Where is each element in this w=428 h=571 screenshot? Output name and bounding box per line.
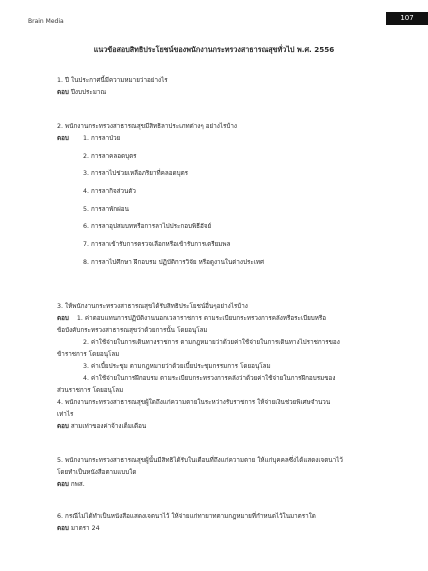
list-item-text: 4. การลากิจส่วนตัว — [83, 188, 136, 196]
document-title: แนวข้อสอบสิทธิประโยชน์ของพนักงานกระทรวงสาธารณสุขทั่วไป พ.ศ. 2556 — [93, 45, 335, 54]
answer-3-item-1-line1: 1. ค่าตอบแทนการปฏิบัติงานนอกเวลาราชการ ตามระเบียบกระทรวงการคลังหรือระเบียบหรือ — [76, 314, 327, 322]
answer-1 — [57, 87, 407, 99]
list-item-text: 5. การลาพักผ่อน — [83, 205, 129, 213]
list-item — [57, 239, 407, 257]
answer-4 — [57, 421, 407, 433]
answer-label: ตอบ — [57, 89, 69, 96]
answer-2-list — [57, 133, 407, 275]
list-item — [57, 168, 407, 186]
list-item — [57, 133, 407, 151]
answer-6 — [57, 523, 407, 535]
list-item — [57, 257, 407, 275]
document-body — [57, 75, 407, 535]
question-3: 3. ให้พนักงานกระทรวงสาธารณสุขได้รับสิทธิประโยชน์อื่นๆอย่างไรบ้าง — [57, 302, 248, 310]
list-item — [57, 186, 407, 204]
list-item — [57, 151, 407, 169]
answer-3-item-1 — [57, 313, 407, 325]
answer-label: ตอบ — [57, 314, 69, 322]
answer-label: ตอบ — [57, 422, 69, 430]
question-4-cont: เท่าไร — [57, 410, 74, 418]
question-4: 4. พนักงานกระทรวงสาธารณสุขผู้ใดถึงแก่ความตายในระหว่างรับราชการ ให้จ่ายเงินช่วยพิเศษจำนวน — [57, 398, 331, 406]
question-2: 2. พนักงานกระทรวงสาธารณสุขมีสิทธิลาประเภทต่างๆ อย่างไรบ้าง — [57, 123, 237, 130]
answer-5 — [57, 479, 407, 491]
list-item — [57, 204, 407, 222]
answer-4-text: สามเท่าของค่าจ้างเต็มเดือน — [70, 422, 147, 430]
answer-label: ตอบ — [57, 135, 69, 142]
answer-3-item-4: 4. ค่าใช้จ่ายในการฝึกอบรม ตามระเบียบกระทรวงการคลังว่าด้วยค่าใช้จ่ายในการฝึกอบรมของ — [83, 374, 336, 382]
answer-1-text: ปีงบประมาณ — [70, 89, 107, 96]
list-item — [57, 221, 407, 239]
list-item-text: 1. การลาป่วย — [83, 135, 121, 142]
publisher-name: Brain Media — [28, 18, 64, 25]
question-1: 1. ปี ในประกาศนี้มีความหมายว่าอย่างไร — [57, 77, 168, 84]
question-6: 6. กรณีไม่ได้ทำเป็นหนังสือแสดงเจตนาไว้ ให้จ่ายแก่ทายาทตามกฎหมายที่กำหนดไว้ในมาตราใด — [57, 512, 316, 520]
answer-3-item-3: 3. ค่าเบี้ยประชุม ตามกฎหมายว่าด้วยเบี้ยประชุมกรรมการ โดยอนุโลม — [83, 362, 271, 370]
answer-3-item-1-cont: ข้อบังคับกระทรวงสาธารณสุขว่าด้วยการนั้น โดยอนุโลม — [57, 326, 208, 334]
question-5-cont: โดยทำเป็นหนังสือตามแบบใด — [57, 468, 137, 476]
list-item-text: 6. การลาอุปสมบทหรือการลาไปประกอบพิธีฮัจย์ — [83, 223, 212, 231]
answer-3-item-2-cont: ข้าราชการ โดยอนุโลม — [57, 350, 120, 358]
answer-3-item-4-cont: ส่วนราชการ โดยอนุโลม — [57, 386, 124, 394]
answer-label: ตอบ — [57, 480, 69, 488]
list-item-text: 2. การลาคลอดบุตร — [83, 152, 137, 160]
question-5: 5. พนักงานกระทรวงสาธารณสุขผู้นั้นมีสิทธิได้รับในเดือนที่ถึงแก่ความตาย ให้แก่บุคคลซึ่งได้แสดงเจตนาไว้ — [57, 456, 343, 464]
list-item-text: 3. การลาไปช่วยเหลือภริยาที่คลอดบุตร — [83, 170, 189, 178]
answer-3-item-2: 2. ค่าใช้จ่ายในการเดินทางราชการ ตามกฎหมายว่าด้วยค่าใช้จ่ายในการเดินทางไปราชการของ — [83, 338, 340, 346]
list-item-text: 7. การลาเข้ารับการตรวจเลือกหรือเข้ารับการเตรียมพล — [83, 241, 231, 249]
answer-6-text: มาตรา 24 — [70, 524, 100, 532]
page-number-badge: 107 — [386, 12, 428, 25]
answer-label: ตอบ — [57, 524, 69, 532]
list-item-text: 8. การลาไปศึกษา ฝึกอบรม ปฏิบัติการวิจัย หรือดูงานในต่างประเทศ — [83, 258, 265, 266]
answer-5-text: กพส. — [70, 480, 85, 488]
